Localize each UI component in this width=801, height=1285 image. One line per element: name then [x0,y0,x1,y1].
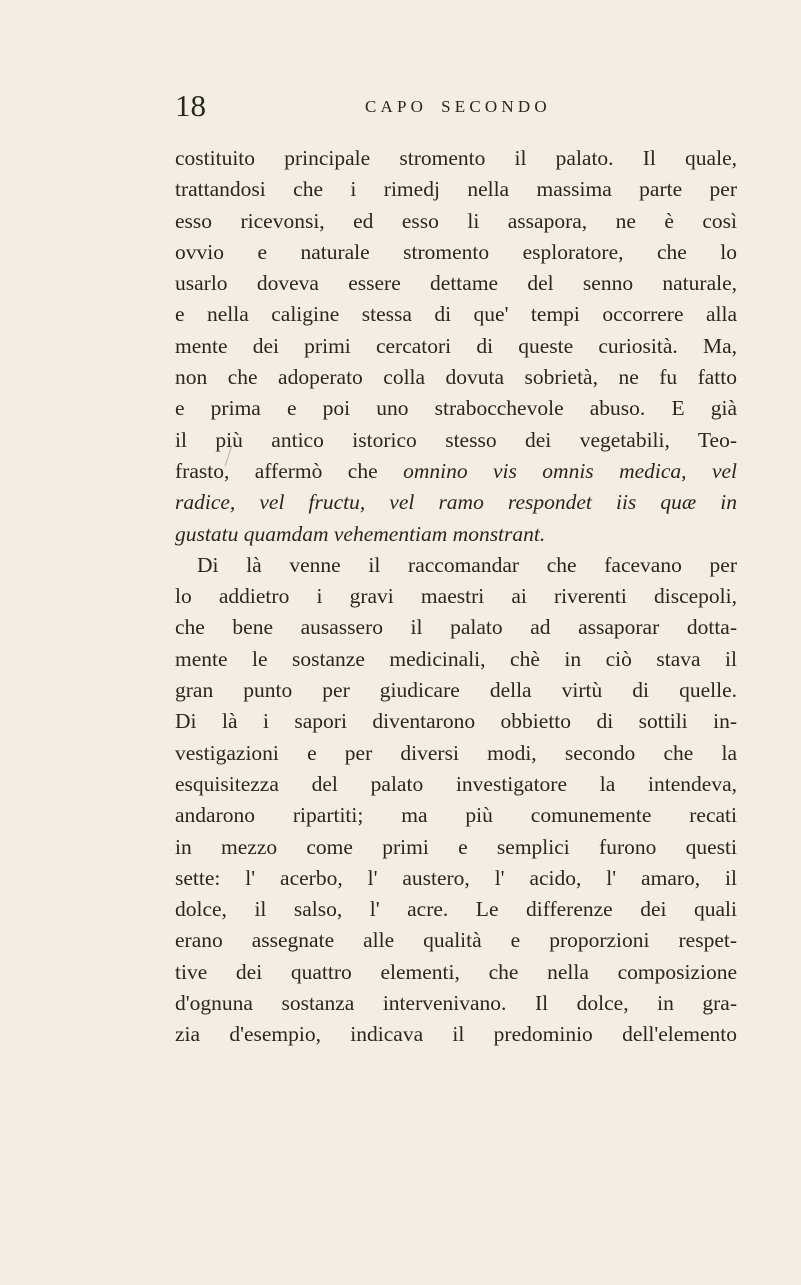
text-line-26: erano assegnate alle qualità e proporzioni respet- [175,928,737,953]
text-line-13 [175,519,737,550]
text-line-28: d'ognuna sostanza intervenivano. Il dolce, in gra- [175,991,737,1016]
running-head [365,96,551,118]
text-line-12-italic: radice, vel fructu, vel ramo respondet iis quæ in [175,490,737,515]
text-line-2: trattandosi che i rimedj nella massima parte per [175,177,737,202]
body-text [175,143,737,1051]
text-line-25: dolce, il salso, l' acre. Le differenze dei quali [175,897,737,922]
text-line-18: gran punto per giudicare della virtù di quelle. [175,678,737,703]
text-line-27: tive dei quattro elementi, che nella composizione [175,959,737,984]
text-line-7: mente dei primi cercatori di queste curiosità. Ma, [175,333,737,358]
page-header [175,88,735,124]
text-line-11-roman: frasto, affermò che [175,458,378,483]
page-number: 18 [175,88,206,123]
text-line-24: sette: l' acerbo, l' austero, l' acido, l' amaro, il [175,865,737,890]
text-line-4: ovvio e naturale stromento esploratore, che lo [175,239,737,264]
running-head-word-2: SECONDO [441,97,551,116]
text-line-13-italic: gustatu quamdam vehementiam monstrant. [175,521,546,546]
text-line-12 [175,487,737,518]
text-line-15: lo addietro i gravi maestri ai riverenti discepoli, [175,584,737,609]
text-line-8: non che adoperato colla dovuta sobrietà, ne fu fatto [175,365,737,390]
text-line-11 [175,456,737,487]
text-line-10: il più antico istorico stesso dei vegetabili, Teo- [175,427,737,452]
text-line-6: e nella caligine stessa di que' tempi occorrere alla [175,302,737,327]
text-line-17: mente le sostanze medicinali, chè in ciò stava il [175,646,737,671]
text-line-23: in mezzo come primi e semplici furono questi [175,834,737,859]
text-line-29: zia d'esempio, indicava il predominio dell'elemento [175,1022,737,1047]
text-line-11-italic: omnino vis omnis medica, vel [403,458,738,483]
text-line-22: andarono ripartiti; ma più comunemente recati [175,803,737,828]
text-line-14: Di là venne il raccomandar che facevano per [197,552,737,577]
text-line-9: e prima e poi uno strabocchevole abuso. E già [175,396,737,421]
text-line-16: che bene ausassero il palato ad assaporar dotta- [175,615,737,640]
text-line-3: esso ricevonsi, ed esso li assapora, ne è così [175,208,737,233]
running-head-word-1: CAPO [365,97,428,116]
text-line-1: costituito principale stromento il palato. Il quale, [175,146,737,170]
text-line-19: Di là i sapori diventarono obbietto di sottili in- [175,709,737,734]
text-line-20: vestigazioni e per diversi modi, secondo che la [175,740,737,765]
text-line-5: usarlo doveva essere dettame del senno naturale, [175,271,737,296]
text-line-21: esquisitezza del palato investigatore la intendeva, [175,771,737,796]
